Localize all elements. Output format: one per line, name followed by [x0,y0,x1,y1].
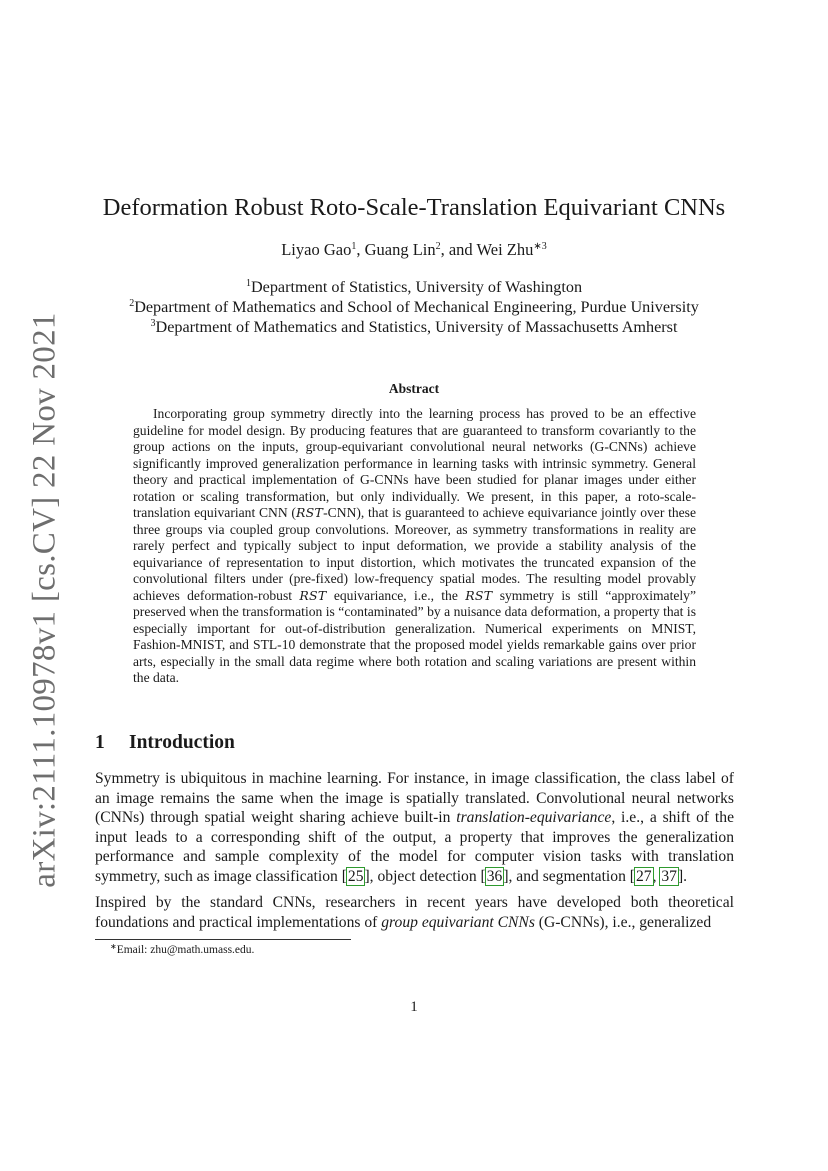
author-separator: , [356,240,365,259]
section-number: 1 [95,732,105,753]
paragraph-text: , i.e., a shift of the input leads to a corresponding shift of the output, a property that improves the generalization performance and sample complexity of the model for computer vision tasks with translation symmetry, such as image classification [ [95,809,734,885]
abstract-heading: Abstract [388,381,440,396]
rst-symbol: RST [295,505,324,520]
author-affiliation-mark: 1 [351,241,357,252]
emphasized-term: translation-equivariance [456,809,612,826]
page-number: 1 [410,999,418,1015]
citation-link[interactable]: 27 [635,867,652,885]
affiliation-line [0,317,828,337]
author-list [0,240,828,260]
affiliation-text: Department of Mathematics and School of Mechanical Engineering, Purdue University [134,298,699,316]
footnote-mark: ∗ [110,942,117,951]
affiliation-line [0,297,828,317]
paragraph-text: ], object detection [ [364,867,486,885]
section-title: Introduction [129,732,235,753]
affiliation-list [0,277,828,337]
abstract-text: symmetry is still “approximately” preserved when the transformation is “contaminated” by a nuisance data deformation, a property that is especially important for out-of-distribution generalization. Numerical experiments on MNIST, Fashion-MNIST, and STL-10 demonstrate that the proposed model yields remarkable gains over prior arts, especially in the small data regime where both rotation and scaling variations are present within the data. [133,587,696,685]
paragraph-text: Inspired by the standard CNNs, researchers in recent years have developed both theoretical foundations and practical implementations of [95,894,734,931]
affiliation-line [0,277,828,297]
section-heading [95,732,235,754]
affiliation-text: Department of Mathematics and Statistics, University of Massachusetts Amherst [155,318,678,336]
paragraph-text: Symmetry is ubiquitous in machine learning. For instance, in image classification, the class label of an image remains the same when the image is spatially translated. Convolutional neural networks (CNNs) through spatial weight sharing achieve built-in [95,770,734,826]
intro-paragraph [95,769,734,886]
paper-title: Deformation Robust Roto-Scale-Translation Equivariant CNNs [102,194,726,221]
author-separator: , and [440,240,477,259]
author-name: Wei Zhu [476,240,534,259]
footnote-divider [95,939,351,940]
footnote [110,944,254,956]
abstract-text: Incorporating group symmetry directly into the learning process has proved to be an effective guideline for model design. By producing features that are guaranteed to transform covariantly to the group actions on the inputs, group-equivariant convolutional neural networks (G-CNNs) achieve significantly improved generalization performance in learning tasks with intrinsic symmetry. General theory and practical implementation of G-CNNs have been studied for planar images under either rotation or scaling transformation, but only individually. We present, in this paper, a roto-scale-translation equivariant CNN ( [133,406,696,520]
affiliation-mark: 3 [150,318,156,329]
arxiv-sidebar [7,0,67,1171]
intro-paragraph [95,893,734,932]
abstract-text: equivariance, i.e., the [326,587,466,603]
author-affiliation-mark: ∗3 [533,241,547,252]
footnote-text: Email: zhu@math.umass.edu. [116,944,255,956]
author-affiliation-mark: 2 [435,241,441,252]
affiliation-mark: 1 [245,278,251,289]
affiliation-text: Department of Statistics, University of Washington [250,278,583,296]
arxiv-identifier-stamp: arXiv:2111.10978v1 [cs.CV] 22 Nov 2021 [26,312,63,888]
citation-link[interactable]: 37 [661,867,677,885]
emphasized-term: group equivariant CNNs [381,913,535,931]
paragraph-text: , [652,867,661,885]
author-name: Liyao Gao [281,240,352,259]
citation-link[interactable]: 36 [486,867,503,885]
abstract-text: -CNN), that is guaranteed to achieve equivariance jointly over these three groups via coupled group convolutions. Moreover, as symmetry transformations in reality are rarely perfect and typically subject to input deformation, we provide a stability analysis of the equivariance of representation to input distortion, which motivates the truncated expansion of the convolutional filters under (pre-fixed) low-frequency spatial modes. The resulting model provably achieves deformation-robust [133,505,696,603]
rst-symbol: RST [465,587,493,603]
author-name: Guang Lin [364,240,436,259]
paragraph-text: ]. [677,867,688,885]
citation-link[interactable]: 25 [347,867,364,885]
rst-symbol: RST [299,587,327,603]
paragraph-text: ], and segmentation [ [503,867,635,885]
paragraph-text: (G-CNNs), i.e., generalized [534,913,712,931]
affiliation-mark: 2 [129,298,135,309]
abstract-body [133,406,696,687]
